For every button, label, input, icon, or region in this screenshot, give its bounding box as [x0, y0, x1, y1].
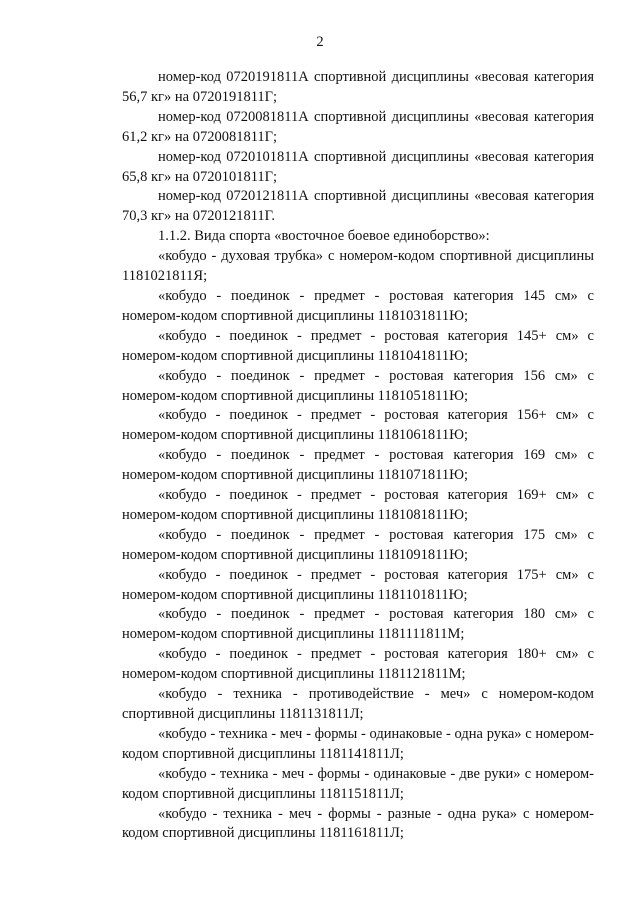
discipline-item: «кобудо - поединок - предмет - ростовая категория 180 см» с номером-кодом спортивной дисциплины 1181111811М; — [122, 606, 594, 643]
paragraph-weight-612: номер-код 0720081811А спортивной дисциплины «весовая категория 61,2 кг» на 0720081811Г; — [122, 108, 594, 145]
discipline-item: «кобудо - техника - меч - формы - разные - одна рука» с номером-кодом спортивной дисциплины 1181161811Л; — [122, 805, 594, 842]
discipline-item: «кобудо - поединок - предмет - ростовая категория 145+ см» с номером-кодом спортивной дисциплины 1181041811Ю; — [122, 327, 594, 364]
discipline-item: «кобудо - поединок - предмет - ростовая категория 175 см» с номером-кодом спортивной дисциплины 1181091811Ю; — [122, 526, 594, 563]
paragraph-weight-567: номер-код 0720191811А спортивной дисциплины «весовая категория 56,7 кг» на 0720191811Г; — [122, 69, 594, 105]
section-heading-1-1-2: 1.1.2. Вида спорта «восточное боевое единоборство»: — [158, 228, 490, 245]
page-number: 2 — [316, 34, 324, 50]
discipline-item: «кобудо - духовая трубка» с номером-кодом спортивной дисциплины 1181021811Я; — [122, 248, 594, 285]
discipline-item: «кобудо - поединок - предмет - ростовая категория 169+ см» с номером-кодом спортивной дисциплины 1181081811Ю; — [122, 487, 594, 523]
discipline-item: «кобудо - поединок - предмет - ростовая категория 156 см» с номером-кодом спортивной дисциплины 1181051811Ю; — [122, 367, 594, 404]
discipline-item: «кобудо - техника - меч - формы - одинаковые - одна рука» с номером-кодом спортивной дисциплины 1181141811Л; — [122, 725, 594, 762]
paragraph-weight-703: номер-код 0720121811А спортивной дисциплины «весовая категория 70,3 кг» на 0720121811Г. — [122, 188, 594, 225]
discipline-item: «кобудо - поединок - предмет - ростовая категория 175+ см» с номером-кодом спортивной дисциплины 1181101811Ю; — [122, 566, 594, 603]
paragraph-weight-658: номер-код 0720101811А спортивной дисциплины «весовая категория 65,8 кг» на 0720101811Г; — [122, 148, 594, 185]
discipline-item: «кобудо - поединок - предмет - ростовая категория 156+ см» с номером-кодом спортивной дисциплины 1181061811Ю; — [122, 407, 594, 444]
document-body — [122, 68, 594, 844]
discipline-item: «кобудо - поединок - предмет - ростовая категория 145 см» с номером-кодом спортивной дисциплины 1181031811Ю; — [122, 287, 594, 324]
discipline-item: «кобудо - поединок - предмет - ростовая категория 180+ см» с номером-кодом спортивной дисциплины 1181121811М; — [122, 646, 594, 683]
discipline-item: «кобудо - техника - противодействие - меч» с номером-кодом спортивной дисциплины 1181131811Л; — [122, 686, 594, 722]
discipline-item: «кобудо - поединок - предмет - ростовая категория 169 см» с номером-кодом спортивной дисциплины 1181071811Ю; — [122, 447, 594, 484]
discipline-item: «кобудо - техника - меч - формы - одинаковые - две руки» с номером-кодом спортивной дисциплины 1181151811Л; — [122, 765, 594, 802]
